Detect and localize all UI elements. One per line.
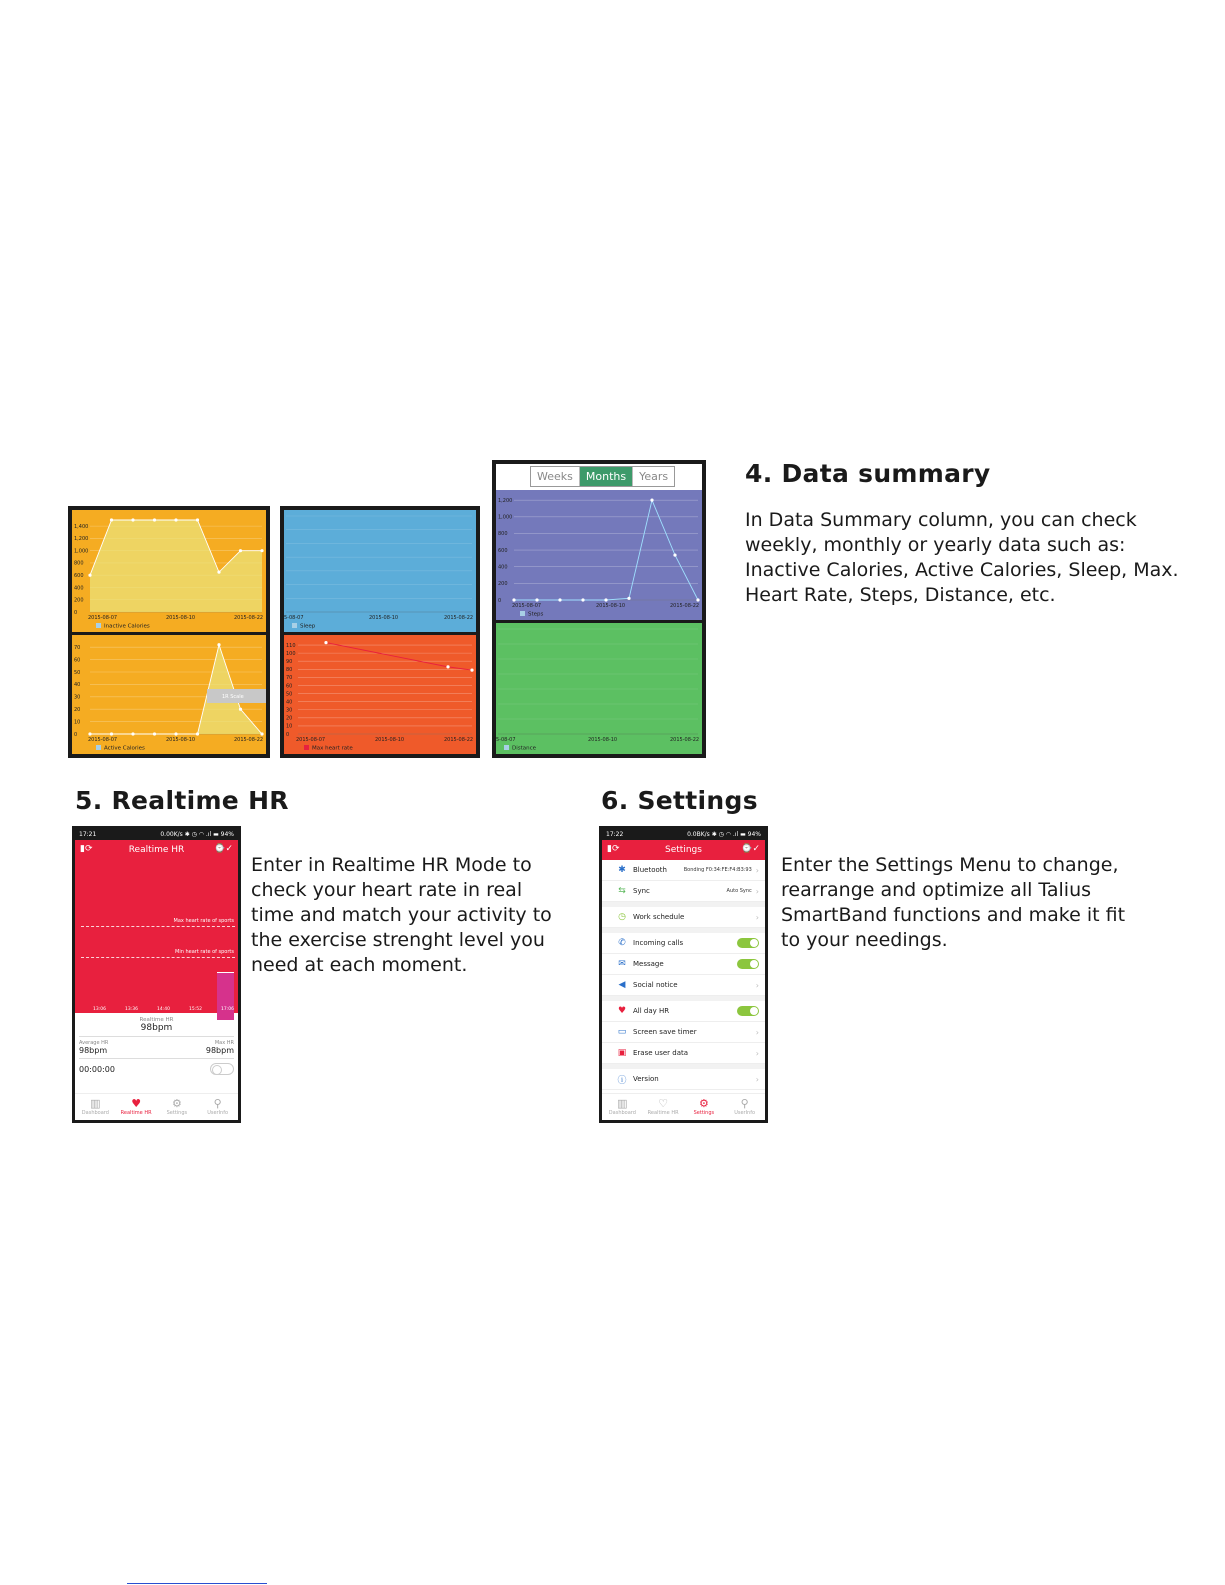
inactive-calories-panel	[72, 510, 266, 632]
time-tick: 13:06	[93, 1007, 106, 1012]
settings-work-schedule[interactable]	[602, 907, 765, 928]
nav-realtime-hr[interactable]	[643, 1094, 684, 1120]
battery-sync-icon[interactable]: ▮⟳	[80, 844, 93, 854]
settings-incoming-calls[interactable]	[602, 933, 765, 954]
hr-chart-area	[75, 860, 238, 1013]
realtime-hr-text	[251, 853, 552, 978]
settings-screenshot	[599, 826, 768, 1123]
sync-icon: ⇆	[618, 886, 626, 896]
data-point	[110, 518, 113, 521]
inactive-calories-chart	[72, 510, 266, 632]
max-hr-value: 98bpm	[205, 1046, 234, 1055]
x-tick-label: 5-08-07	[496, 737, 516, 743]
app-title: Settings	[665, 845, 702, 855]
y-tick-label: 0	[286, 731, 290, 738]
chevron-right-icon: ›	[755, 1074, 759, 1084]
status-bar	[602, 829, 765, 840]
y-tick-label: 600	[74, 573, 84, 579]
max-heart-rate-panel	[284, 635, 476, 754]
watch-check-icon[interactable]: ⌚✓	[214, 844, 233, 854]
nav-label: Dashboard	[608, 1110, 636, 1116]
status-time: 17:21	[79, 831, 97, 838]
settings-sync[interactable]	[602, 881, 765, 902]
incoming-calls-toggle[interactable]	[737, 938, 759, 948]
steps-chart	[496, 490, 702, 620]
nav-settings[interactable]	[157, 1094, 198, 1120]
area-fill	[90, 520, 262, 612]
legend-swatch	[292, 623, 297, 628]
tooltip-text: 1R Scale	[222, 694, 244, 700]
settings-version[interactable]	[602, 1069, 765, 1090]
data-point	[131, 732, 134, 735]
data-point	[558, 598, 561, 601]
max-hr-label: Max heart rate of sports	[173, 918, 234, 924]
data-point	[174, 518, 177, 521]
settings-heading: 6. Settings	[601, 786, 758, 815]
tooltip	[207, 689, 266, 703]
x-tick-label: 2015-08-22	[444, 615, 474, 621]
steps-panel	[496, 490, 702, 620]
sleep-hr-screenshot	[280, 506, 480, 758]
x-tick-label: 2015-08-22	[234, 737, 264, 743]
user-icon: ⚲	[213, 1097, 222, 1110]
y-tick-label: 10	[74, 719, 81, 726]
nav-dashboard[interactable]	[75, 1094, 116, 1120]
x-tick-label: 2015-08-10	[596, 603, 626, 609]
bluetooth-icon: ✱	[618, 865, 626, 875]
x-tick-label: 2015-08-10	[166, 737, 196, 743]
y-tick-label: 30	[74, 694, 81, 701]
row-label: Work schedule	[633, 913, 685, 921]
y-tick-label: 50	[74, 669, 81, 676]
x-tick-label: 2015-08-10	[375, 737, 405, 743]
status-bar	[75, 829, 238, 840]
timer-value: 00:00:00	[79, 1064, 115, 1074]
gear-icon: ⚙	[698, 1097, 709, 1110]
data-point	[196, 518, 199, 521]
y-tick-label: 20	[74, 707, 81, 713]
average-hr-label: Average HR	[79, 1040, 109, 1046]
legend-swatch	[96, 623, 101, 628]
y-tick-label: 90	[286, 659, 293, 666]
nav-label: Dashboard	[81, 1110, 109, 1116]
y-tick-label: 60	[286, 683, 293, 690]
distance-chart	[496, 623, 702, 754]
realtime-hr-value: 98bpm	[140, 1023, 173, 1033]
y-tick-label: 1,000	[498, 514, 513, 521]
chevron-right-icon: ›	[755, 886, 759, 896]
envelope-icon: ✉	[618, 959, 626, 969]
app-bar	[602, 840, 765, 860]
y-tick-label: 400	[74, 585, 84, 592]
y-tick-label: 40	[286, 699, 293, 706]
text-line: to your needings.	[781, 929, 948, 951]
data-point	[604, 598, 607, 601]
phone-icon: ✆	[618, 938, 626, 948]
x-tick-label: 2015-08-10	[369, 615, 399, 621]
data-summary-text	[745, 508, 1179, 608]
time-axis	[93, 1007, 234, 1012]
y-tick-label: 110	[286, 642, 296, 649]
settings-erase-user-data[interactable]	[602, 1043, 765, 1064]
nav-userinfo[interactable]	[197, 1094, 238, 1120]
settings-bluetooth[interactable]	[602, 860, 765, 881]
x-tick-label: 2015-08-10	[588, 737, 618, 743]
heart-icon: ♥	[617, 1006, 627, 1016]
row-label: Bluetooth	[633, 866, 667, 874]
chevron-right-icon: ›	[755, 912, 759, 922]
data-point	[650, 499, 653, 502]
data-point	[260, 732, 263, 735]
x-tick-label: 2015-08-10	[166, 615, 196, 621]
y-tick-label: 40	[74, 682, 81, 689]
row-label: Social notice	[633, 981, 678, 989]
realtime-hr-label: Realtime HR	[139, 1017, 174, 1023]
nav-settings[interactable]	[684, 1094, 725, 1120]
user-icon: ⚲	[740, 1097, 749, 1110]
y-tick-label: 10	[286, 723, 293, 730]
monitor-icon: ▭	[617, 1027, 627, 1037]
y-tick-label: 600	[498, 547, 508, 554]
text-line: Inactive Calories, Active Calories, Sleep, Max.	[745, 559, 1179, 581]
max-hr	[206, 1040, 234, 1055]
row-label: Screen save timer	[633, 1028, 697, 1036]
info-icon: ⓘ	[617, 1075, 627, 1086]
max-hr-line	[81, 926, 235, 927]
data-point	[131, 518, 134, 521]
data-point	[110, 732, 113, 735]
nav-label: Settings	[693, 1110, 715, 1116]
watch-check-icon[interactable]: ⌚✓	[741, 844, 760, 854]
data-point	[512, 598, 515, 601]
active-calories-chart	[72, 635, 266, 754]
y-tick-label: 200	[74, 597, 84, 604]
y-tick-label: 1,200	[74, 536, 89, 543]
bar-chart-icon: ▥	[90, 1097, 101, 1110]
realtime-hr-readout	[75, 1013, 238, 1033]
text-line: In Data Summary column, you can check	[745, 509, 1137, 531]
footer-link-underline	[127, 1583, 267, 1584]
y-tick-label: 800	[74, 560, 84, 567]
y-tick-label: 0	[498, 597, 502, 604]
y-tick-label: 400	[498, 564, 508, 571]
bottom-nav	[75, 1093, 238, 1120]
nav-label: Settings	[166, 1110, 188, 1116]
settings-all-day-hr[interactable]	[602, 1001, 765, 1022]
heart-icon: ♡	[658, 1097, 669, 1110]
steps-distance-screenshot	[492, 460, 706, 758]
legend-swatch	[96, 745, 101, 750]
text-line: weekly, monthly or yearly data such as:	[745, 534, 1126, 556]
x-tick-label: 2015-08-22	[444, 737, 474, 743]
x-tick-label: 2015-08-07	[296, 737, 326, 743]
text-line: Enter in Realtime HR Mode to	[251, 854, 532, 876]
y-tick-label: 100	[286, 650, 296, 657]
x-tick-label: 5-08-07	[284, 615, 304, 621]
y-tick-label: 800	[498, 531, 508, 538]
data-point	[673, 553, 676, 556]
legend-label: Distance	[512, 745, 537, 752]
max-heart-rate-chart	[284, 635, 476, 754]
data-point	[239, 549, 242, 552]
sleep-chart	[284, 510, 476, 632]
data-point	[217, 643, 220, 646]
text-line: time and match your activity to	[251, 904, 552, 926]
data-point	[470, 669, 473, 672]
row-label: Message	[633, 960, 664, 968]
gear-icon: ⚙	[171, 1097, 182, 1110]
data-point	[153, 732, 156, 735]
battery-sync-icon[interactable]: ▮⟳	[607, 844, 620, 854]
time-tick: 17:06	[221, 1007, 234, 1012]
y-tick-label: 20	[286, 715, 293, 722]
y-tick-label: 80	[286, 667, 293, 674]
nav-label: Realtime HR	[120, 1110, 152, 1116]
x-tick-label: 2015-08-07	[88, 615, 118, 621]
speaker-icon: ◀	[618, 980, 626, 990]
tab-bar	[496, 464, 702, 490]
period-tabs	[530, 466, 675, 487]
data-point	[174, 732, 177, 735]
chevron-right-icon: ›	[755, 1027, 759, 1037]
average-hr-value: 98bpm	[79, 1046, 108, 1055]
data-point	[324, 641, 327, 644]
y-tick-label: 70	[74, 645, 81, 651]
heart-icon: ♥	[131, 1097, 142, 1110]
nav-label: UserInfo	[207, 1110, 229, 1116]
timer-row	[79, 1058, 234, 1075]
text-line: rearrange and optimize all Talius	[781, 879, 1092, 901]
nav-dashboard[interactable]	[602, 1094, 643, 1120]
x-tick-label: 2015-08-07	[88, 737, 118, 743]
x-tick-label: 2015-08-22	[670, 737, 700, 743]
clock-icon: ◷	[618, 912, 626, 922]
legend-label: Steps	[528, 611, 544, 618]
data-point	[239, 708, 242, 711]
data-point	[696, 598, 699, 601]
y-tick-label: 50	[286, 691, 293, 698]
nav-label: Realtime HR	[647, 1110, 679, 1116]
row-value: Bonding F0:34:FE:F4:B3:93	[683, 867, 752, 873]
data-point	[260, 549, 263, 552]
data-point	[446, 665, 449, 668]
calories-screenshot	[68, 506, 270, 758]
average-hr	[79, 1040, 108, 1055]
y-tick-label: 70	[286, 675, 293, 682]
time-tick: 14:40	[157, 1007, 170, 1012]
time-tick: 13:36	[125, 1007, 138, 1012]
distance-panel	[496, 623, 702, 754]
text-line: Heart Rate, Steps, Distance, etc.	[745, 584, 1056, 606]
y-tick-label: 0	[74, 609, 78, 616]
data-point	[196, 732, 199, 735]
x-tick-label: 2015-08-22	[234, 615, 264, 621]
sleep-panel	[284, 510, 476, 632]
tab-weeks[interactable]: Weeks	[531, 467, 580, 486]
app-title: Realtime HR	[128, 845, 185, 855]
row-label: Incoming calls	[633, 939, 684, 947]
text-line: need at each moment.	[251, 954, 468, 976]
legend-label: Active Calories	[104, 745, 145, 752]
y-tick-label: 30	[286, 707, 293, 714]
row-label: Erase user data	[633, 1049, 689, 1057]
app-bar	[75, 840, 238, 860]
data-point	[535, 598, 538, 601]
data-point	[88, 574, 91, 577]
data-point	[581, 598, 584, 601]
hr-bar	[217, 972, 234, 1020]
legend-swatch	[504, 745, 509, 750]
message-toggle[interactable]	[737, 959, 759, 969]
status-time: 17:22	[606, 831, 624, 838]
nav-userinfo[interactable]	[724, 1094, 765, 1120]
row-label: All day HR	[633, 1007, 670, 1015]
hr-stats	[79, 1036, 234, 1055]
y-tick-label: 1,200	[498, 497, 513, 504]
tab-years[interactable]: Years	[633, 467, 674, 486]
legend-label: Max heart rate	[312, 745, 353, 752]
trash-icon: ▣	[617, 1048, 627, 1058]
realtime-hr-heading: 5. Realtime HR	[75, 786, 289, 815]
active-calories-panel	[72, 635, 266, 754]
tab-months[interactable]: Months	[580, 467, 633, 486]
bottom-nav	[602, 1093, 765, 1120]
max-hr-stat-label: Max HR	[214, 1040, 234, 1046]
realtime-hr-screenshot	[72, 826, 241, 1123]
legend-swatch	[304, 745, 309, 750]
text-line: check your heart rate in real	[251, 879, 523, 901]
y-tick-label: 1,000	[74, 548, 89, 555]
legend-swatch	[520, 611, 525, 616]
x-tick-label: 2015-08-07	[512, 603, 542, 609]
data-point	[217, 571, 220, 574]
series-line	[326, 643, 472, 670]
all-day-hr-toggle[interactable]	[737, 1006, 759, 1016]
text-line: SmartBand functions and make it fit	[781, 904, 1126, 926]
data-summary-heading: 4. Data summary	[745, 459, 991, 488]
nav-realtime-hr[interactable]	[116, 1094, 157, 1120]
min-hr-line	[81, 957, 235, 958]
data-point	[153, 518, 156, 521]
settings-text	[781, 853, 1125, 953]
status-icons: 0.0BK/s ✱ ◷ ◠ .ıl ▬ 94%	[687, 831, 761, 838]
y-tick-label: 60	[74, 657, 81, 664]
text-line: the exercise strenght level you	[251, 929, 545, 951]
settings-social-notice[interactable]	[602, 975, 765, 996]
row-value: Auto Sync	[726, 888, 752, 894]
row-label: Sync	[633, 887, 650, 895]
legend-label: Inactive Calories	[104, 623, 150, 630]
x-tick-label: 2015-08-22	[670, 603, 700, 609]
bar-chart-icon: ▥	[617, 1097, 628, 1110]
timer-toggle[interactable]	[210, 1063, 234, 1075]
row-label: Version	[633, 1075, 659, 1083]
time-tick: 15:52	[189, 1007, 202, 1012]
status-icons: 0.00K/s ✱ ◷ ◠ .ıl ▬ 94%	[160, 831, 234, 838]
data-point	[627, 597, 630, 600]
text-line: Enter the Settings Menu to change,	[781, 854, 1119, 876]
y-tick-label: 200	[498, 581, 508, 588]
chevron-right-icon: ›	[755, 865, 759, 875]
y-tick-label: 1,400	[74, 523, 89, 530]
settings-message[interactable]	[602, 954, 765, 975]
min-hr-label: Min heart rate of sports	[175, 949, 234, 955]
data-point	[88, 732, 91, 735]
nav-label: UserInfo	[734, 1110, 756, 1116]
chevron-right-icon: ›	[755, 1048, 759, 1058]
y-tick-label: 0	[74, 731, 78, 738]
settings-screen-save-timer[interactable]	[602, 1022, 765, 1043]
chevron-right-icon: ›	[755, 980, 759, 990]
legend-label: Sleep	[300, 623, 316, 630]
